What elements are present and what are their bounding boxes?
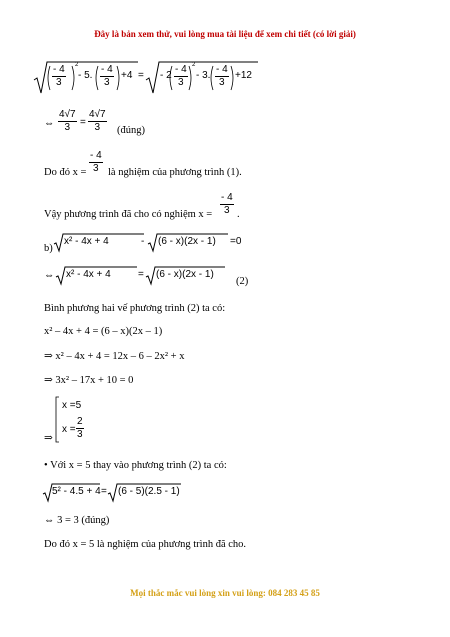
fraction-numerator: - 4	[101, 64, 113, 75]
term: - 3.	[196, 70, 211, 81]
radicand: (6 - x)(2x - 1)	[156, 269, 214, 280]
radicand: (6 - 5)(2.5 - 1)	[118, 486, 180, 497]
text-suffix: là nghiệm của phương trình (1).	[108, 167, 242, 178]
fraction-denominator: 3	[56, 77, 62, 88]
step-line: x² – 4x + 4 = (6 – x)(2x – 1)	[44, 326, 163, 337]
term: +12	[235, 70, 252, 81]
equals: =	[80, 117, 86, 128]
fraction-denominator: 3	[104, 77, 110, 88]
fraction-numerator: - 4	[90, 150, 102, 161]
equals: =	[138, 269, 144, 280]
fraction-numerator: - 4	[175, 64, 187, 75]
part-label: b)	[44, 243, 53, 254]
equals: =	[138, 70, 144, 81]
fraction-denominator: 3	[77, 429, 83, 440]
step-line: ⇒ 3x² – 17x + 10 = 0	[44, 375, 134, 386]
fraction-denominator: 3	[94, 122, 101, 133]
equivalence-arrow: ⇔	[44, 270, 55, 281]
term: +4	[121, 70, 133, 81]
fraction-denominator: 3	[178, 77, 184, 88]
check-intro: • Với x = 5 thay vào phương trình (2) ta có:	[44, 460, 227, 471]
fraction-numerator: 2	[77, 416, 83, 427]
preview-banner: Đây là bản xem thử, vui lòng mua tài liệu để xem chi tiết (có lời giải)	[94, 29, 356, 39]
radicand: x² - 4x + 4	[64, 236, 109, 247]
fraction-numerator: 4√7	[59, 109, 76, 120]
exponent: 2	[75, 62, 79, 68]
step-line: ⇒ x² – 4x + 4 = 12x – 6 – 2x² + x	[44, 351, 185, 362]
minus-sign: -	[141, 236, 145, 247]
radicand: x² - 4x + 4	[66, 269, 111, 280]
fraction-numerator: - 4	[221, 192, 233, 203]
solution-row: x =5	[62, 400, 82, 411]
exponent: 2	[192, 62, 196, 68]
equation-tag: (2)	[236, 276, 249, 287]
term: - 5.	[78, 70, 93, 81]
check-result: ⇔ 3 = 3 (đúng)	[44, 515, 110, 526]
fraction-numerator: - 4	[216, 64, 228, 75]
equivalence-arrow: ⇔	[44, 118, 55, 129]
text-prefix: Do đó x =	[44, 167, 87, 178]
fraction-denominator: 3	[93, 163, 99, 174]
fraction-denominator: 3	[219, 77, 225, 88]
fraction-numerator: - 4	[53, 64, 65, 75]
final-conclusion: Do đó x = 5 là nghiệm của phương trình đã cho.	[44, 539, 247, 550]
radicand: 5² - 4.5 + 4	[52, 486, 101, 497]
fraction-numerator: 4√7	[89, 109, 106, 120]
solution-row-prefix: x =	[62, 424, 76, 435]
fraction-denominator: 3	[64, 122, 71, 133]
radicand: (6 - x)(2x - 1)	[158, 236, 216, 247]
equals: =	[101, 486, 107, 497]
text-suffix: .	[237, 209, 240, 220]
term: - 2	[160, 70, 172, 81]
step-line: Bình phương hai vế phương trình (2) ta có:	[44, 303, 226, 314]
text-prefix: Vậy phương trình đã cho có nghiệm x =	[44, 209, 213, 220]
contact-footer: Mọi thắc mắc vui lòng xin vui lòng: 084 283 45 85	[130, 588, 320, 598]
equals-zero: =0	[230, 236, 242, 247]
implies-arrow: ⇒	[44, 433, 53, 444]
fraction-denominator: 3	[224, 205, 230, 216]
verdict: (đúng)	[117, 125, 145, 136]
